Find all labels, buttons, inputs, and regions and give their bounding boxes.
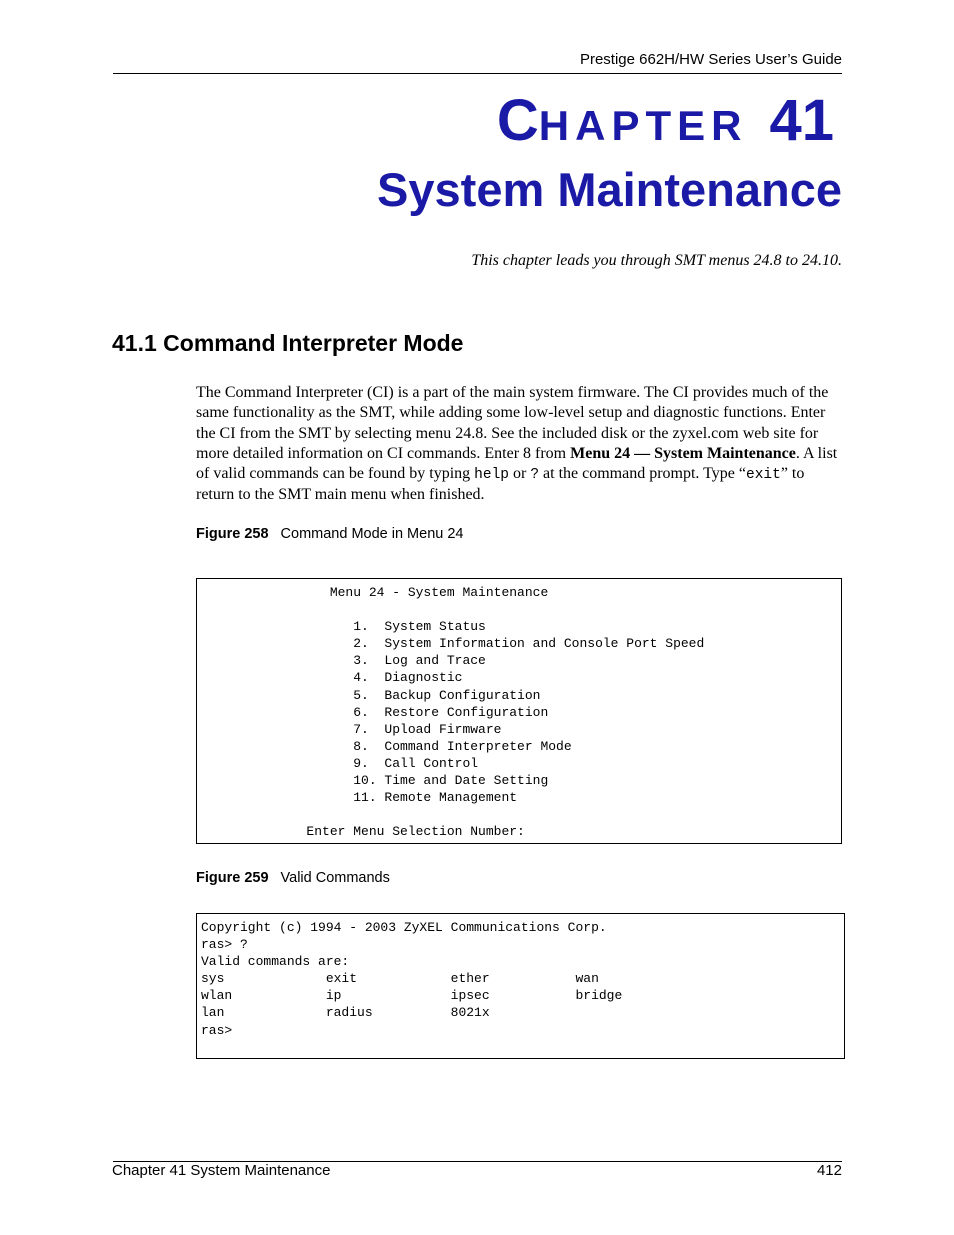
paragraph-text: . A list of valid commands can be found by typing: [196, 444, 838, 483]
valid-commands-screen-text: [201, 919, 840, 1039]
valid-commands-screen-line: lan radius 8021x: [201, 1005, 490, 1021]
paragraph-menu-ref: Menu 24 — System Maintenance: [570, 444, 796, 462]
figure-259-caption: [196, 870, 390, 886]
menu-24-screen-line: [205, 806, 833, 823]
paragraph-code-exit: exit: [746, 467, 781, 484]
figure-259-label: Figure 259: [196, 870, 269, 886]
menu-24-screen-line: 2. System Information and Console Port Speed: [205, 636, 705, 652]
valid-commands-screen-line: ras>: [201, 1022, 233, 1038]
section-heading: 41.1 Command Interpreter Mode: [112, 330, 464, 356]
figure-258-label: Figure 258: [196, 526, 269, 542]
figure-258-caption: [196, 526, 464, 542]
paragraph-text: The Command Interpreter (CI) is a part of the main system firmware. The CI provides much of the same functionality as the SMT, while adding some low-level setup and diagnostic functions. Enter the CI from the SMT by selecting menu 24.8. See the included disk or the zyxel.com web site for more detailed information on CI commands. Enter 8 from: [196, 384, 829, 462]
header-rule: [113, 73, 842, 74]
menu-24-screen-text: [205, 584, 833, 840]
paragraph-code-question: ?: [530, 467, 540, 484]
footer-chapter: Chapter 41 System Maintenance: [112, 1162, 331, 1179]
menu-24-screen-line: 6. Restore Configuration: [205, 704, 549, 720]
valid-commands-screen-line: sys exit ether wan: [201, 971, 599, 987]
figure-258-title: Command Mode in Menu 24: [280, 526, 464, 542]
valid-commands-screen-line: ras> ?: [201, 937, 248, 953]
menu-24-screen-line: 7. Upload Firmware: [205, 721, 502, 737]
chapter-intro: This chapter leads you through SMT menus 24.8 to 24.10.: [471, 252, 842, 269]
valid-commands-screen-line: Valid commands are:: [201, 954, 350, 970]
page-number: 412: [816, 1162, 842, 1179]
figure-258-screen: [196, 578, 842, 844]
figure-259-screen: [196, 913, 845, 1059]
chapter-label: [496, 88, 834, 153]
menu-24-screen-line: 9. Call Control: [205, 755, 479, 771]
figure-259-title: Valid Commands: [280, 870, 390, 886]
chapter-title: System Maintenance: [377, 163, 842, 216]
paragraph-text: ” to return to the SMT main menu when finished.: [196, 465, 805, 504]
menu-24-screen-line: 5. Backup Configuration: [205, 687, 541, 703]
chapter-number: 41: [769, 88, 834, 153]
paragraph-text: at the command prompt. Type “: [539, 465, 746, 483]
running-header-title: Prestige 662H/HW Series User’s Guide: [579, 51, 842, 68]
menu-24-screen-line: [205, 601, 833, 618]
valid-commands-screen-line: Copyright (c) 1994 - 2003 ZyXEL Communications Corp.: [201, 920, 607, 935]
chapter-word-initial: C: [496, 88, 539, 153]
menu-24-screen-line: 3. Log and Trace: [205, 653, 486, 669]
menu-24-screen-line: 11. Remote Management: [205, 790, 518, 806]
valid-commands-screen-line: wlan ip ipsec bridge: [201, 988, 623, 1004]
paragraph-code-help: help: [474, 467, 509, 484]
chapter-word-rest: HAPTER: [538, 102, 748, 149]
menu-24-screen-line: Enter Menu Selection Number:: [205, 824, 525, 840]
paragraph-text: or: [508, 465, 531, 483]
menu-24-screen-line: 1. System Status: [205, 619, 486, 635]
menu-24-screen-line: 10. Time and Date Setting: [205, 773, 549, 789]
menu-24-screen-line: Menu 24 - System Maintenance: [205, 585, 549, 600]
menu-24-screen-line: 8. Command Interpreter Mode: [205, 738, 572, 754]
menu-24-screen-line: 4. Diagnostic: [205, 670, 463, 686]
body-paragraph: [196, 383, 842, 506]
